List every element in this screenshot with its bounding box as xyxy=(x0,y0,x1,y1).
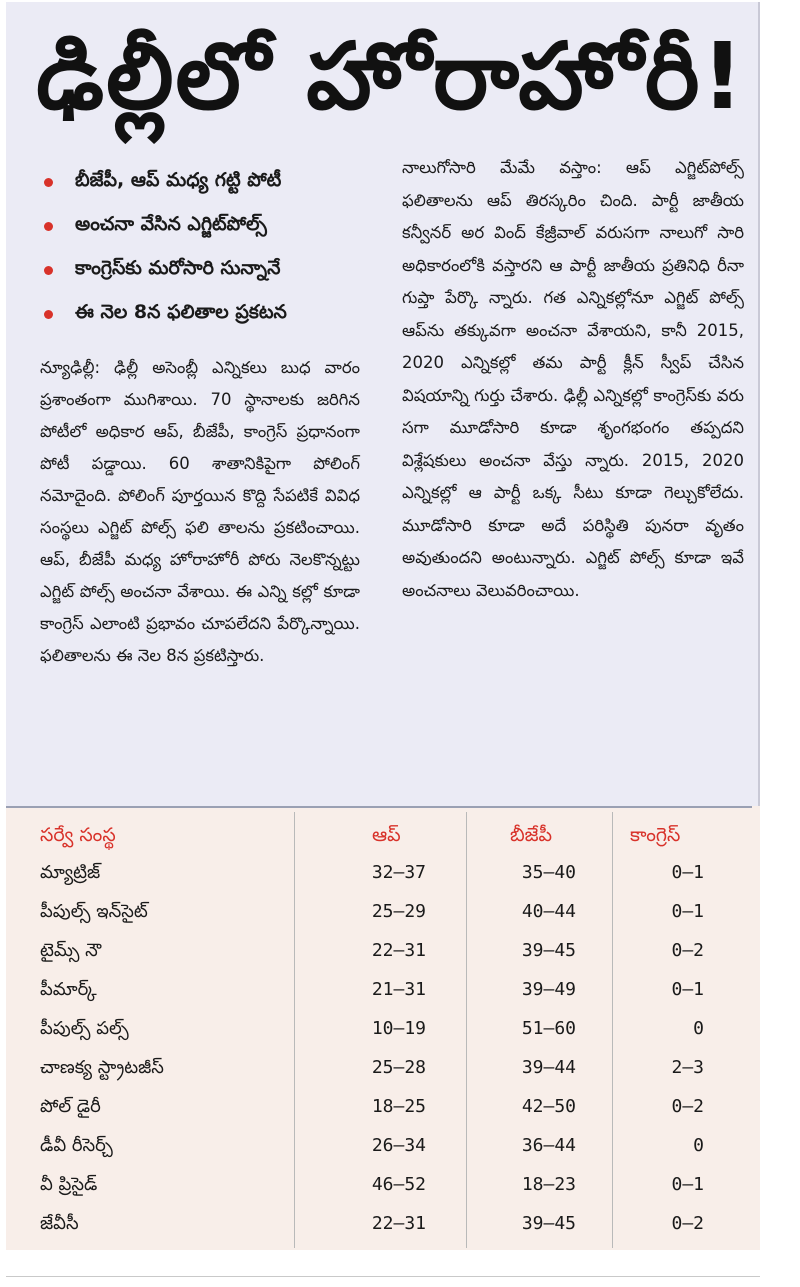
bullet-text: ఈ నెల 8న ఫలితాల ప్రకటన xyxy=(75,300,287,323)
table-row xyxy=(36,1049,736,1087)
cell-agency: టైమ్స్ నౌ xyxy=(40,940,102,961)
cell-bjp: 39–45 xyxy=(521,1213,576,1234)
cell-bjp: 39–44 xyxy=(521,1057,576,1078)
cell-aap: 22–31 xyxy=(371,940,426,961)
cell-agency: చాణక్య స్ట్రాటజీస్ xyxy=(40,1057,164,1078)
cell-aap: 21–31 xyxy=(371,979,426,1000)
cell-bjp: 51–60 xyxy=(521,1018,576,1039)
cell-aap: 32–37 xyxy=(371,862,426,883)
cell-agency: జేవీసీ xyxy=(40,1213,79,1234)
bottom-rule xyxy=(6,1276,760,1277)
cell-agency: పీపుల్స్ ఇన్‌సైట్ xyxy=(40,901,148,922)
cell-bjp: 35–40 xyxy=(521,862,576,883)
cell-bjp: 18–23 xyxy=(521,1174,576,1195)
table-row xyxy=(36,1166,736,1204)
bullet-dot-icon xyxy=(44,222,53,231)
header-bjp: బీజేపీ xyxy=(510,824,553,846)
bullet-list xyxy=(40,160,400,336)
cell-aap: 46–52 xyxy=(371,1174,426,1195)
cell-agency: వీ ప్రిసైడ్ xyxy=(40,1174,98,1195)
cell-congress: 0–1 xyxy=(671,979,704,1000)
table-row xyxy=(36,893,736,931)
bullet-text: కాంగ్రెస్‌కు మరోసారి సున్నానే xyxy=(75,256,281,279)
cell-agency: పీపుల్స్ పల్స్ xyxy=(40,1018,129,1039)
cell-aap: 25–28 xyxy=(371,1057,426,1078)
bullet-dot-icon xyxy=(44,178,53,187)
bullet-text: అంచనా వేసిన ఎగ్జిట్‌పోల్స్ xyxy=(75,212,267,235)
cell-congress: 0–2 xyxy=(671,1096,704,1117)
header-survey-agency: సర్వే సంస్థ xyxy=(40,824,116,846)
cell-agency: పీమార్క్ xyxy=(40,979,97,1000)
cell-agency: పోల్ డైరీ xyxy=(40,1096,101,1117)
cell-congress: 0–1 xyxy=(671,901,704,922)
cell-bjp: 40–44 xyxy=(521,901,576,922)
bullet-item xyxy=(40,292,400,336)
headline: ఢిల్లీలో హోరాహోరీ! xyxy=(36,23,746,130)
bullet-text: బీజేపీ, ఆప్ మధ్య గట్టి పోటీ xyxy=(75,168,282,191)
body-left-column: న్యూఢిల్లీ: ఢిల్లీ అసెంబ్లీ ఎన్నికలు బుధ వారం ప్రశాంతంగా ముగిశాయి. 70 స్థానాలకు జరిగిన పోటీలో అధికార ఆప్, బీజేపీ, కాంగ్రెస్ ప్రధానంగా పోటీ పడ్డాయి. 60 శాతానికిపైగా పోలింగ్ నమోదైంది. పోలింగ్ పూర్తయిన కొద్ది సేపటికే వివిధ సంస్థలు ఎగ్జిట్ పోల్స్ ఫలి తాలను ప్రకటించాయి. ఆప్, బీజేపీ మధ్య హోరాహోరీ పోరు నెలకొన్నట్టు ఎగ్జిట్ పోల్స్ అంచనా వేశాయి. ఈ ఎన్ని కల్లో కూడా కాంగ్రెస్ ఎలాంటి ప్రభావం చూపలేదని పేర్కొన్నాయి. ఫలితాలను ఈ నెల 8న ప్రకటిస్తారు. xyxy=(40,358,360,665)
cell-congress: 0–1 xyxy=(671,862,704,883)
table-row xyxy=(36,1127,736,1165)
cell-aap: 26–34 xyxy=(371,1135,426,1156)
cell-aap: 22–31 xyxy=(371,1213,426,1234)
cell-bjp: 39–45 xyxy=(521,940,576,961)
table-row xyxy=(36,932,736,970)
cell-congress: 2–3 xyxy=(671,1057,704,1078)
cell-agency: మ్యాట్రిజ్ xyxy=(40,862,101,883)
body-right-text: ఎగ్జిట్‌పోల్స్ ఫలితాలను ఆప్ తిరస్కరిం చింది. పార్టీ జాతీయ కన్వీనర్ అర వింద్ కేజ్రీవాల్ వరుసగా నాలుగో సారి అధికారంలోకి వస్తారని ఆ పార్టీ జాతీయ ప్రతినిధి రీనా గుప్తా పేర్కొ న్నారు. గత ఎన్నికల్లోనూ ఎగ్జిట్ పోల్స్ ఆప్‌ను తక్కువగా అంచనా వేశాయని, కానీ 2015, 2020 ఎన్నికల్లో తమ పార్టీ క్లీన్ స్వీప్ చేసిన విషయాన్ని గుర్తు చేశారు. ఢిల్లీ ఎన్నికల్లో కాంగ్రెస్‌కు వరు సగా మూడోసారి కూడా శృంగభంగం తప్పదని విశ్లేషకులు అంచనా వేస్తు న్నారు. 2015, 2020 ఎన్నికల్లో ఆ పార్టీ ఒక్క సీటు కూడా గెల్చుకోలేదు. మూడోసారి కూడా అదే పరిస్థితి పునరా వృతం అవుతుందని అంటున్నారు. ఎగ్జిట్ పోల్స్ కూడా ఇవే అంచనాలు వెలువరించాయి. xyxy=(402,158,745,600)
bullet-item xyxy=(40,160,400,204)
cell-congress: 0–1 xyxy=(671,1174,704,1195)
bullet-item xyxy=(40,248,400,292)
table-row xyxy=(36,1088,736,1126)
cell-congress: 0 xyxy=(693,1135,704,1156)
body-right-column xyxy=(402,152,744,607)
cell-congress: 0–2 xyxy=(671,940,704,961)
cell-aap: 25–29 xyxy=(371,901,426,922)
table-top-rule xyxy=(6,806,752,808)
header-congress: కాంగ్రెస్ xyxy=(630,824,681,846)
bullet-dot-icon xyxy=(44,310,53,319)
table-row xyxy=(36,971,736,1009)
cell-bjp: 42–50 xyxy=(521,1096,576,1117)
header-aap: ఆప్ xyxy=(372,824,401,846)
cell-bjp: 39–49 xyxy=(521,979,576,1000)
cell-bjp: 36–44 xyxy=(521,1135,576,1156)
table-row xyxy=(36,1205,736,1243)
cell-aap: 10–19 xyxy=(371,1018,426,1039)
cell-agency: డీవీ రీసెర్చ్ xyxy=(40,1135,113,1156)
table-row xyxy=(36,1010,736,1048)
subheading: నాలుగోసారి మేమే వస్తాం: ఆప్ xyxy=(402,158,651,177)
cell-congress: 0 xyxy=(693,1018,704,1039)
table-row xyxy=(36,854,736,892)
cell-aap: 18–25 xyxy=(371,1096,426,1117)
bullet-item xyxy=(40,204,400,248)
cell-congress: 0–2 xyxy=(671,1213,704,1234)
bullet-dot-icon xyxy=(44,266,53,275)
